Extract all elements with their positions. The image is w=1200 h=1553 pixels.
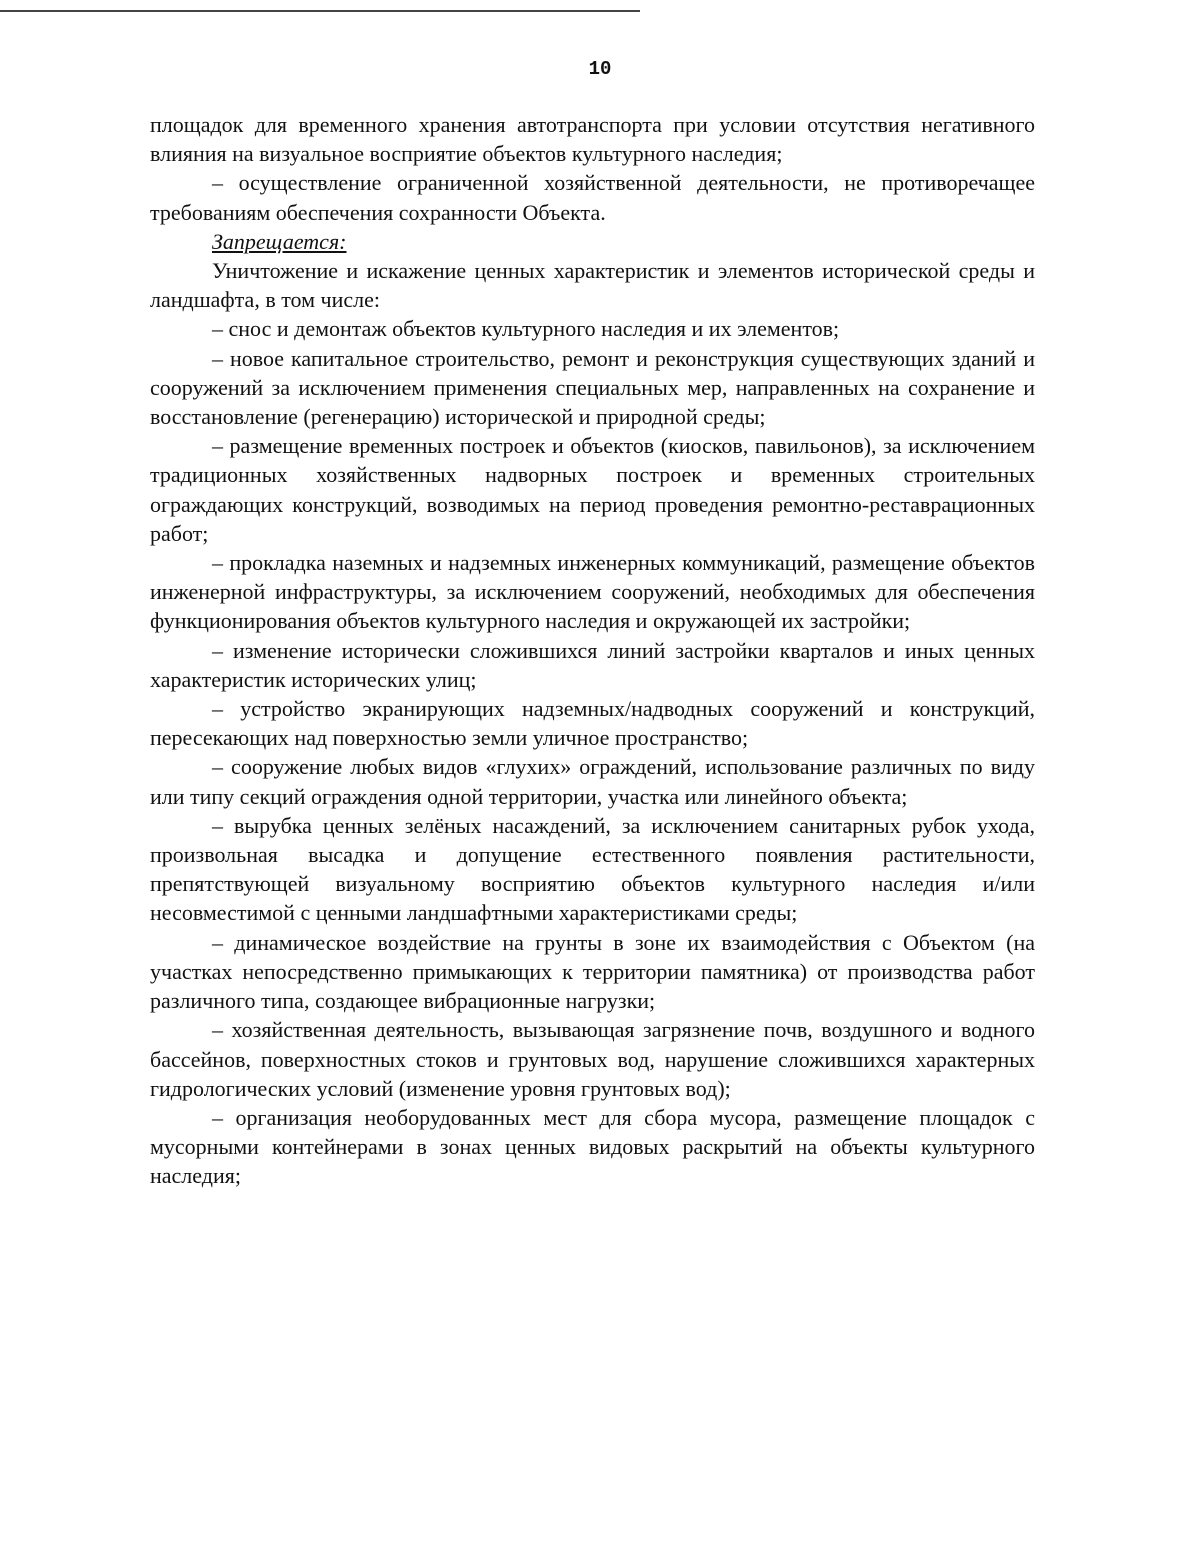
list-item: – хозяйственная деятельность, вызывающая загрязнение почв, воздушного и водного бассейнов, поверхностных стоков и грунтовых вод, нарушение сложившихся характерных гидрологических условий (изменение уровня грунтовых вод); (150, 1017, 1035, 1101)
paragraph-intro: Уничтожение и искажение ценных характеристик и элементов исторической среды и ландшафта, в том числе: (150, 258, 1035, 313)
list-item: – организация необорудованных мест для сбора мусора, размещение площадок с мусорными контейнерами в зонах ценных видовых раскрытий на объекты культурного наследия; (150, 1104, 1035, 1189)
list-item: – прокладка наземных и надземных инженерных коммуникаций, размещение объектов инженерной инфраструктуры, за исключением сооружений, необходимых для обеспечения функционирования объектов культурного наследия и окружающей их застройки; (150, 550, 1035, 634)
list-item: – динамическое воздействие на грунты в зоне их взаимодействия с Объектом (на участках непосредственно примыкающих к территории памятника) от производства работ различного типа, создающее вибрационные нагрузки; (150, 929, 1035, 1014)
list-item: – новое капитальное строительство, ремонт и реконструкция существующих зданий и сооружений за исключением применения специальных мер, направленных на сохранение и восстановление (регенерацию) исторической и природной среды; (150, 345, 1035, 430)
list-item: – устройство экранирующих надземных/надводных сооружений и конструкций, пересекающих над поверхностью земли уличное пространство; (150, 696, 1035, 751)
list-item: – снос и демонтаж объектов культурного наследия и их элементов; (212, 316, 840, 342)
section-heading (150, 227, 1035, 256)
page-number: 10 (588, 58, 612, 80)
list-item-permitted-activity: – осуществление ограниченной хозяйственной деятельности, не противоречащее требованиям обеспечения сохранности Объекта. (150, 170, 1035, 225)
list-item: – вырубка ценных зелёных насаждений, за исключением санитарных рубок ухода, произвольная высадка и допущение естественного появления растительности, препятствующей визуальному восприятию объектов культурного наследия и/или несовместимой с ценными ландшафтными характеристиками среды; (150, 812, 1035, 926)
paragraph-continued: площадок для временного хранения автотранспорта при условии отсутствия негативного влияния на визуальное восприятие объектов культурного наследия; (150, 112, 1035, 167)
list-item: – сооружение любых видов «глухих» ограждений, использование различных по виду или типу секций ограждения одной территории, участка или линейного объекта; (150, 754, 1035, 809)
document-body (150, 110, 1035, 1191)
list-item: – изменение исторически сложившихся линий застройки кварталов и иных ценных характеристик исторических улиц; (150, 637, 1035, 692)
prohibited-heading: Запрещается: (212, 228, 347, 254)
list-item: – размещение временных построек и объектов (киосков, павильонов), за исключением традиционных хозяйственных надворных построек и временных строительных ограждающих конструкций, возводимых на период проведения ремонтно-реставрационных работ; (150, 433, 1035, 546)
scan-edge-line (0, 10, 640, 12)
